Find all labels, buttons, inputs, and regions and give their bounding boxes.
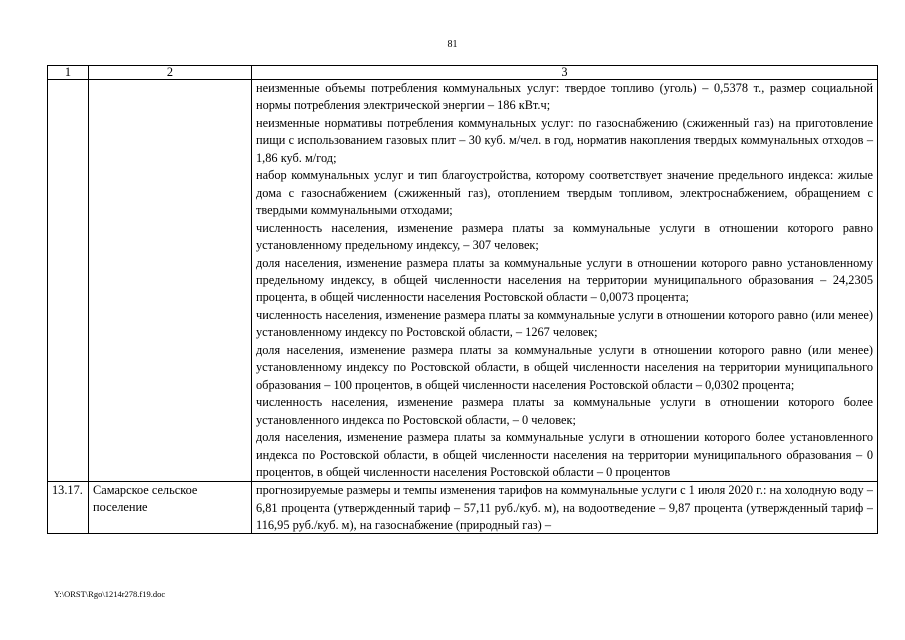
column-header-number: 1 [48,66,89,80]
paragraph: доля населения, изменение размера платы за коммунальные услуги в отношении которого более установленного индекса по Ростовской области, в общей численности населения на территории муниципального образования – 0 процентов, в общей численности населения Ростовской области – 0 процентов [256,430,873,479]
file-path-footer: Y:\ORST\Rgo\1214r278.f19.doc [54,589,166,599]
paragraph: набор коммунальных услуг и тип благоустройства, которому соответствует значение предельного индекса: жилые дома с газоснабжением (сжиженный газ), отоплением твердым топливом, электроснабжением, обращением с твердыми коммунальными отходами; [256,168,873,218]
paragraph: неизменные нормативы потребления коммунальных услуг: по газоснабжению (сжиженный газ) на приготовление пищи с использованием газовых плит – 30 куб. м/чел. в год, норматив накопления твердых коммунальных отходов – 1,86 куб. м/год; [256,115,873,165]
column-header-name: 2 [89,66,252,80]
row-number-cell: 13.17. [48,482,89,534]
page-number: 81 [447,39,458,50]
table-row [48,482,878,534]
paragraph: неизменные объемы потребления коммунальных услуг: твердое топливо (уголь) – 0,5378 т., размер социальной нормы потребления электрической энергии – 186 кВт.ч; [256,81,873,113]
table-header-row [48,66,878,80]
paragraph: численность населения, изменение размера платы за коммунальные услуги в отношении которого равно установленному предельному индексу, – 307 человек; [256,220,873,253]
row-text-cell [252,80,878,482]
row-name-cell [89,80,252,482]
document-table [47,65,878,534]
paragraph: численность населения, изменение размера платы за коммунальные услуги в отношении которого более установленного индекса по Ростовской области, – 0 человек; [256,395,873,427]
row-text-cell [252,482,878,534]
column-header-text: 3 [252,66,878,80]
row-number-cell [48,80,89,482]
paragraph: доля населения, изменение размера платы за коммунальные услуги в отношении которого равно установленному предельному индексу, в общей численности населения на территории муниципального образования – 24,2305 процента, в общей численности населения Ростовской области – 0,0073 процента; [256,255,873,305]
paragraph: доля населения, изменение размера платы за коммунальные услуги в отношении которого равно (или менее) установленному индексу по Ростовской области, в общей численности населения на территории муниципального образования – 100 процентов, в общей численности населения Ростовской области – 0,0302 процента; [256,342,873,392]
table-row [48,80,878,482]
paragraph: прогнозируемые размеры и темпы изменения тарифов на коммунальные услуги с 1 июля 2020 г.: на холодную воду – 6,81 процента (утвержденный тариф – 57,11 руб./куб. м), на водоотведение – 9,87 процента (утвержденный тариф – 116,95 руб./куб. м), на газоснабжение (природный газ) – [256,483,873,533]
row-name-cell: Самарское сельское поселение [89,482,252,534]
paragraph: численность населения, изменение размера платы за коммунальные услуги в отношении которого равно (или менее) установленному индексу по Ростовской области, – 1267 человек; [256,307,873,340]
